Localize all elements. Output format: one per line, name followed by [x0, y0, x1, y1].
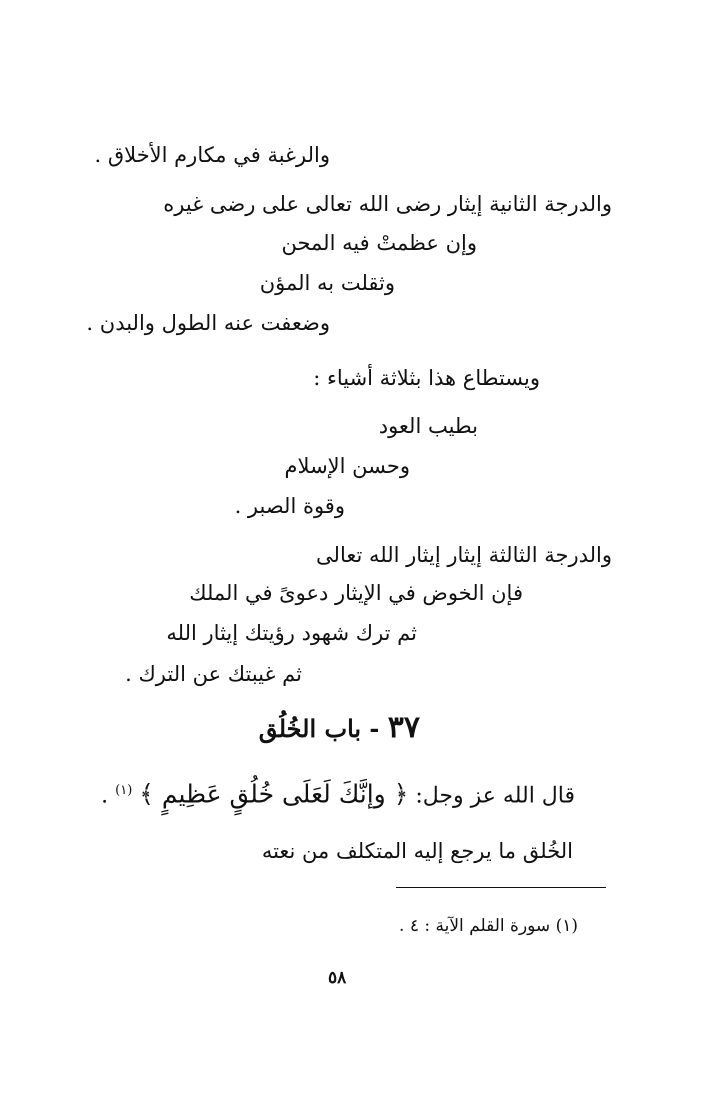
quote-verse: ﴿ وإنَّكَ لَعَلَى خُلُقٍ عَظِيمٍ ﴾ [139, 779, 409, 809]
text-line-8: وحسن الإسلام [284, 454, 410, 478]
text-line-12: ثم ترك شهود رؤيتك إيثار الله [166, 621, 417, 645]
footnote: (١) سورة القلم الآية : ٤ . [399, 916, 578, 936]
text-line-2: والدرجة الثانية إيثار رضى الله تعالى على رضى غيره [163, 192, 612, 216]
text-line-7: بطيب العود [378, 414, 478, 438]
text-line-6: ويستطاع هذا بثلاثة أشياء : [313, 366, 540, 390]
chapter-heading [259, 711, 420, 746]
quote-intro: قال الله عز وجل: [415, 783, 575, 809]
text-line-11: فإن الخوض في الإيثار دعوىً في الملك [189, 581, 523, 605]
quran-quote [101, 774, 575, 813]
text-line-3: وإن عظمتْ فيه المحن [281, 231, 477, 255]
text-line-10: والدرجة الثالثة إيثار إيثار الله تعالى [316, 543, 612, 567]
chapter-number: ٣٧ [387, 710, 420, 745]
chapter-title: - باب الخُلُق [258, 714, 380, 743]
footnote-separator [396, 887, 606, 888]
quote-end: . [101, 783, 109, 809]
text-line-9: وقوة الصبر . [234, 494, 345, 518]
text-line-13: ثم غيبتك عن الترك . [125, 662, 302, 686]
text-line-5: وضعفت عنه الطول والبدن . [86, 311, 330, 335]
text-line-1: والرغبة في مكارم الأخلاق . [94, 143, 330, 167]
footnote-marker: (١) [115, 783, 133, 798]
page-number: ٥٨ [328, 968, 347, 988]
definition-line: الخُلق ما يرجع إليه المتكلف من نعته [261, 839, 573, 863]
text-line-4: وثقلت به المؤن [259, 271, 395, 295]
